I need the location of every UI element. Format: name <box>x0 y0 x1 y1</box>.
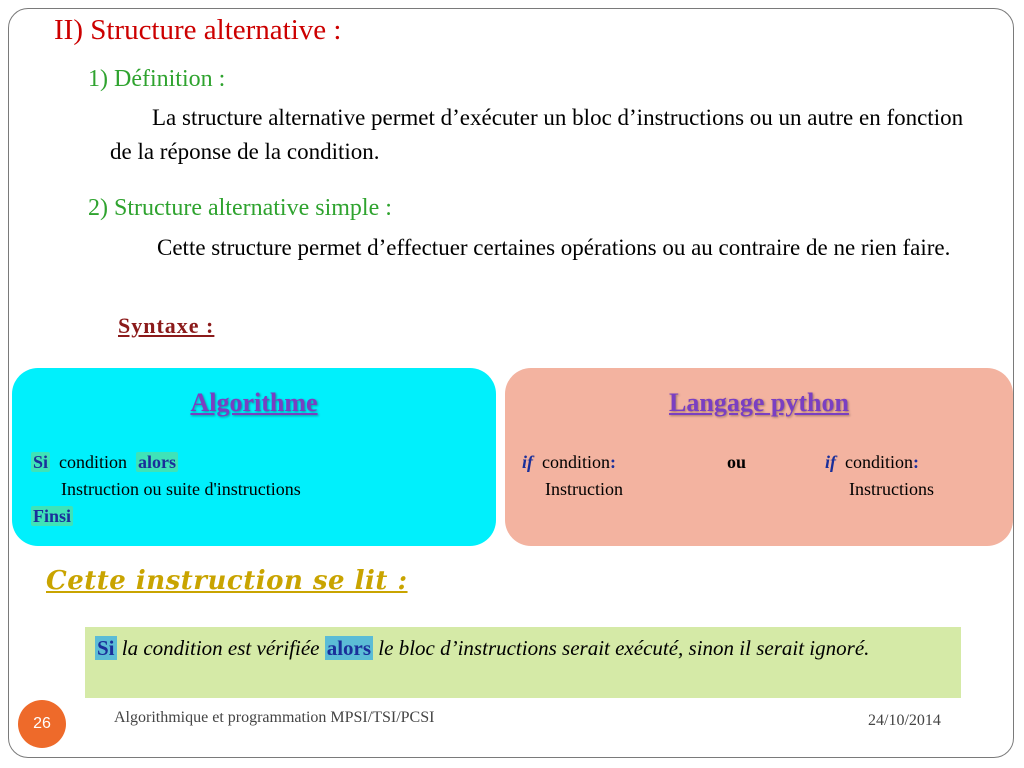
page-number-badge <box>18 700 66 748</box>
syntax-label: Syntaxe : <box>118 313 215 338</box>
algo-condition: condition <box>59 452 128 472</box>
python-instruction-left: Instruction <box>545 479 623 499</box>
python-box <box>505 368 1013 546</box>
python-if-right <box>825 452 919 473</box>
slide-title: II) Structure alternative : <box>54 14 342 46</box>
keyword-finsi: Finsi <box>33 506 72 526</box>
python-or: ou <box>727 452 747 472</box>
reading-keyword-alors: alors <box>326 636 372 660</box>
algorithm-box-title: Algorithme <box>190 388 318 417</box>
algorithm-box <box>12 368 496 546</box>
algo-instruction: Instruction ou suite d'instructions <box>61 479 301 499</box>
footer-date: 24/10/2014 <box>868 712 941 729</box>
reading-keyword-si: Si <box>97 636 115 660</box>
page-number: 26 <box>33 715 51 732</box>
reading-box <box>85 627 961 698</box>
algo-line-si <box>31 452 178 473</box>
keyword-if: if <box>825 452 836 472</box>
keyword-alors: alors <box>138 452 177 472</box>
keyword-si: Si <box>33 452 49 472</box>
keyword-if: if <box>522 452 533 472</box>
python-condition: condition <box>845 452 913 472</box>
python-instruction-right: Instructions <box>849 479 934 499</box>
python-colon: : <box>610 452 616 472</box>
reading-part1: la condition est vérifiée <box>121 636 320 660</box>
footer-course: Algorithmique et programmation MPSI/TSI/PCSI <box>114 709 435 726</box>
definition-heading: 1) Définition : <box>88 66 226 92</box>
algo-line-finsi <box>31 506 73 527</box>
definition-text: La structure alternative permet d’exécuter un bloc d’instructions ou un autre en fonction de la réponse de la condition. <box>110 105 964 164</box>
simple-structure-heading: 2) Structure alternative simple : <box>88 195 392 221</box>
python-colon: : <box>913 452 919 472</box>
python-if-left <box>522 452 616 473</box>
simple-structure-text: Cette structure permet d’effectuer certaines opérations ou au contraire de ne rien faire. <box>157 235 951 260</box>
reading-label: Cette instruction se lit : <box>46 566 408 596</box>
python-box-title: Langage python <box>669 388 849 417</box>
reading-part2: le bloc d’instructions serait exécuté, sinon il serait ignoré. <box>378 636 870 660</box>
python-condition: condition <box>542 452 610 472</box>
